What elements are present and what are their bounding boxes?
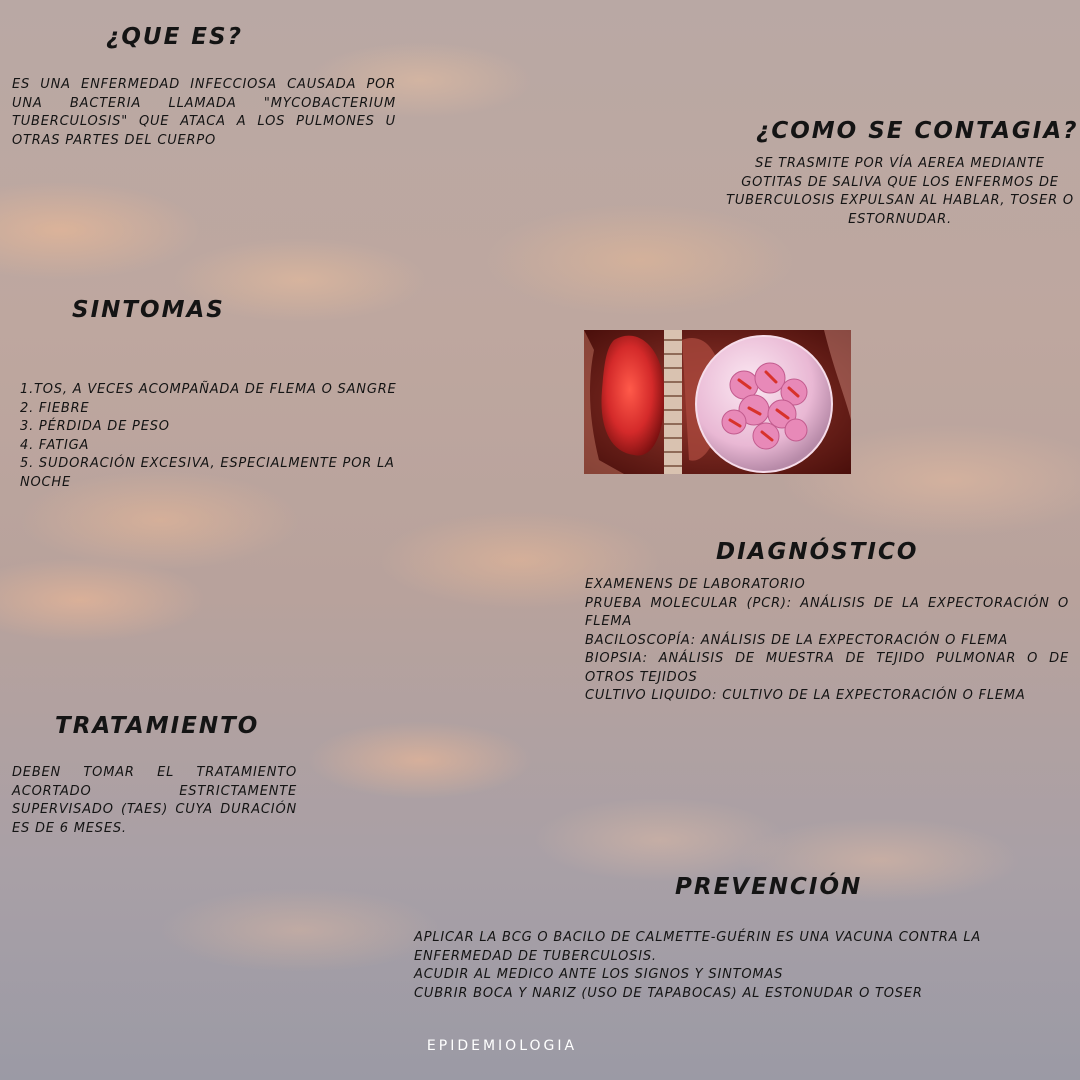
- diagnostico-list: [585, 576, 1069, 706]
- sintomas-title: SINTOMAS: [72, 297, 225, 323]
- que-es-title: ¿QUE ES?: [106, 24, 243, 50]
- footer-label: EPIDEMIOLOGIA: [426, 1038, 578, 1054]
- que-es-text: ES UNA ENFERMEDAD INFECCIOSA CAUSADA POR UNA BACTERIA LLAMADA "MYCOBACTERIUM TUBERCULOSIS" QUE ATACA A LOS PULMONES U OTRAS PARTES DEL CUERPO: [12, 77, 396, 148]
- sintoma-item-5: 5. SUDORACIÓN EXCESIVA, ESPECIALMENTE POR LA NOCHE: [20, 456, 395, 490]
- prevencion-title: PREVENCIÓN: [675, 874, 863, 900]
- contagio-title: ¿COMO SE CONTAGIA?: [756, 118, 1079, 144]
- lungs-bacteria-illustration: [584, 330, 851, 474]
- prevencion-item-1: APLICAR LA BCG O BACILO DE CALMETTE-GUÉRIN ES UNA VACUNA CONTRA LA ENFERMEDAD DE TUBERCULOSIS.: [414, 930, 982, 964]
- tratamiento-title: TRATAMIENTO: [55, 713, 260, 739]
- prevencion-list: [414, 929, 1014, 1003]
- prevencion-item-3: CUBRIR BOCA Y NARIZ (USO DE TAPABOCAS) AL ESTONUDAR O TOSER: [414, 985, 923, 1001]
- sintomas-list: [20, 381, 400, 492]
- sintoma-item-2: 2. FIEBRE: [20, 400, 90, 416]
- diagnostico-item-3: BACILOSCOPÍA: ANÁLISIS DE LA EXPECTORACIÓN O FLEMA: [585, 632, 1009, 648]
- diagnostico-item-4: BIOPSIA: ANÁLISIS DE MUESTRA DE TEJIDO PULMONAR O DE OTROS TEJIDOS: [585, 651, 1069, 685]
- diagnostico-item-5: CULTIVO LIQUIDO: CULTIVO DE LA EXPECTORACIÓN O FLEMA: [585, 688, 1026, 703]
- tratamiento-text: DEBEN TOMAR EL TRATAMIENTO ACORTADO ESTRICTAMENTE SUPERVISADO (TAES) CUYA DURACIÓN ES DE 6 MESES.: [12, 765, 297, 836]
- sintoma-item-3: 3. PÉRDIDA DE PESO: [20, 419, 170, 434]
- diagnostico-title: DIAGNÓSTICO: [716, 539, 919, 565]
- sintoma-item-4: 4. FATIGA: [20, 437, 90, 453]
- contagio-text: SE TRASMITE POR VÍA AEREA MEDIANTE GOTITAS DE SALIVA QUE LOS ENFERMOS DE TUBERCULOSIS EXPULSAN AL HABLAR, TOSER O ESTORNUDAR.: [726, 156, 1074, 227]
- diagnostico-item-2: PRUEBA MOLECULAR (PCR): ANÁLISIS DE LA EXPECTORACIÓN O FLEMA: [585, 595, 1069, 629]
- diagnostico-item-1: EXAMENENS DE LABORATORIO: [585, 577, 806, 592]
- sintoma-item-1: 1.TOS, A VECES ACOMPAÑADA DE FLEMA O SANGRE: [20, 382, 397, 397]
- prevencion-item-2: ACUDIR AL MEDICO ANTE LOS SIGNOS Y SINTOMAS: [414, 967, 784, 982]
